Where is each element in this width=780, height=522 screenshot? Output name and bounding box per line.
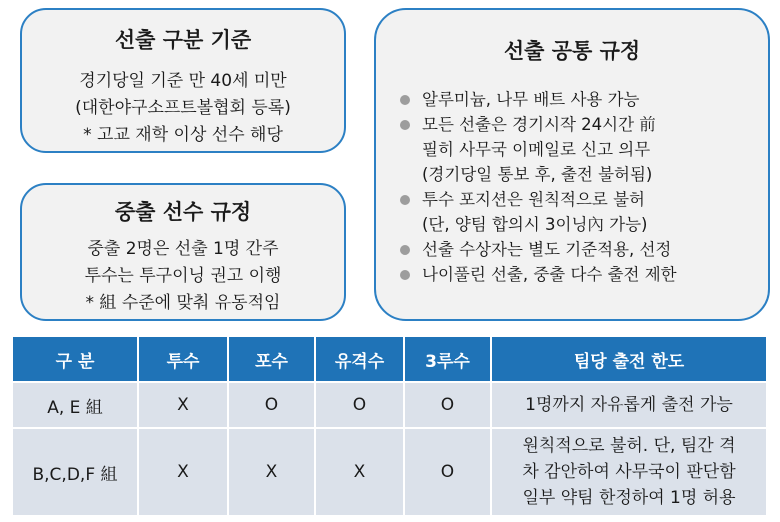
- selection-criteria-title: 선출 구분 기준: [114, 28, 252, 52]
- cell-catcher: X: [228, 428, 315, 515]
- middle-player-rules-box: [20, 183, 346, 321]
- header-shortstop: 유격수: [315, 337, 404, 382]
- limit-line: 원칙적으로 불허. 단, 팀간 격: [522, 436, 736, 456]
- middle-rule-line: 중출 2명은 선출 1명 간주: [87, 239, 279, 259]
- header-pitcher: 투수: [138, 337, 228, 382]
- limit-line: 일부 약팀 한정하여 1명 허용: [522, 488, 736, 508]
- middle-rule-line: * 組 수준에 맞춰 유동적임: [85, 293, 281, 313]
- cell-category: B,C,D,F 組: [13, 428, 138, 515]
- header-category: 구 분: [13, 337, 138, 382]
- cell-team-limit: [491, 382, 766, 428]
- selection-criteria-text: [22, 68, 344, 149]
- criteria-line: * 고교 재학 이상 선수 해당: [83, 125, 283, 145]
- common-rules-title: 선출 공통 규정: [503, 39, 641, 63]
- cell-pitcher: X: [138, 382, 228, 428]
- rule-line: 나이풀린 선출, 중출 다수 출전 제한: [422, 265, 677, 284]
- limit-line: 차 감안하여 사무국이 판단함: [522, 462, 736, 482]
- table-header-row: [13, 337, 766, 382]
- rule-line: 필히 사무국 이메일로 신고 의무: [422, 140, 651, 159]
- common-rules-box: [374, 8, 770, 321]
- middle-player-rules-title: 중출 선수 규정: [114, 200, 252, 224]
- common-rules-list: [376, 87, 768, 287]
- header-third-base: 3루수: [404, 337, 491, 382]
- common-rule-item: [398, 112, 758, 187]
- common-rule-item: [398, 262, 758, 287]
- cell-category: A, E 組: [13, 382, 138, 428]
- header-team-limit: 팀당 출전 한도: [491, 337, 766, 382]
- cell-team-limit: [491, 428, 766, 515]
- header-catcher: 포수: [228, 337, 315, 382]
- middle-rule-line: 투수는 투구이닝 권고 이행: [84, 266, 282, 286]
- cell-third-base: O: [404, 428, 491, 515]
- cell-shortstop: O: [315, 382, 404, 428]
- criteria-line: (대한야구소프트볼협회 등록): [75, 98, 291, 118]
- middle-player-rules-text: [22, 236, 344, 317]
- position-limit-table: [13, 337, 766, 515]
- common-rule-item: [398, 187, 758, 237]
- cell-catcher: O: [228, 382, 315, 428]
- rule-line: 알루미늄, 나무 배트 사용 가능: [422, 90, 640, 109]
- limit-line: 1명까지 자유롭게 출전 가능: [525, 395, 733, 415]
- common-rule-item: [398, 237, 758, 262]
- table-row: [13, 382, 766, 428]
- table-row: [13, 428, 766, 515]
- rule-line: 투수 포지션은 원칙적으로 불허: [422, 190, 645, 209]
- cell-third-base: O: [404, 382, 491, 428]
- cell-pitcher: X: [138, 428, 228, 515]
- rule-line: 선출 수상자는 별도 기준적용, 선정: [422, 240, 672, 259]
- rule-line: (단, 양팀 합의시 3이닝內 가능): [422, 215, 648, 234]
- cell-shortstop: X: [315, 428, 404, 515]
- selection-criteria-box: [20, 8, 346, 153]
- criteria-line: 경기당일 기준 만 40세 미만: [79, 71, 287, 91]
- common-rule-item: [398, 87, 758, 112]
- rule-line: 모든 선출은 경기시작 24시간 前: [422, 115, 656, 134]
- rule-line: (경기당일 통보 후, 출전 불허됨): [422, 165, 653, 184]
